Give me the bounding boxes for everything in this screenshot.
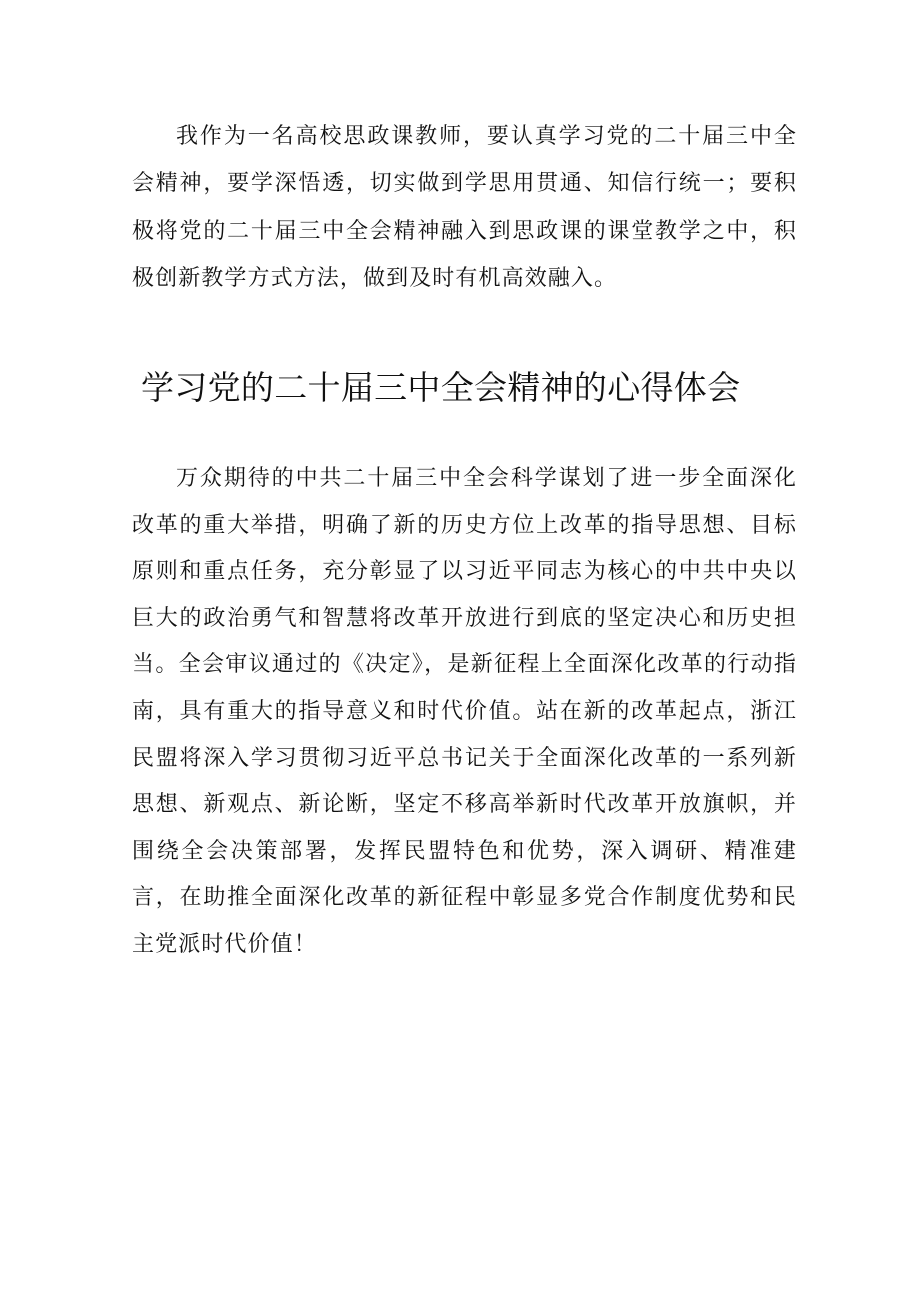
section-title: 学习党的二十届三中全会精神的心得体会 <box>141 368 741 407</box>
intro-paragraph: 我作为一名高校思政课教师，要认真学习党的二十届三中全会精神，要学深悟透，切实做到学思用贯通、知信行统一；要积极将党的二十届三中全会精神融入到思政课的课堂教学之中，积极创新教学方式方法，做到及时有机高效融入。 <box>132 124 797 292</box>
body-paragraph: 万众期待的中共二十届三中全会科学谋划了进一步全面深化改革的重大举措，明确了新的历史方位上改革的指导思想、目标原则和重点任务，充分彰显了以习近平同志为核心的中共中央以巨大的政治勇气和智慧将改革开放进行到底的坚定决心和历史担当。全会审议通过的《决定》，是新征程上全面深化改革的行动指南，具有重大的指导意义和时代价值。站在新的改革起点，浙江民盟将深入学习贯彻习近平总书记关于全面深化改革的一系列新思想、新观点、新论断，坚定不移高举新时代改革开放旗帜，并围绕全会决策部署，发挥民盟特色和优势，深入调研、精准建言，在助推全面深化改革的新征程中彰显多党合作制度优势和民主党派时代价值！ <box>132 466 797 957</box>
